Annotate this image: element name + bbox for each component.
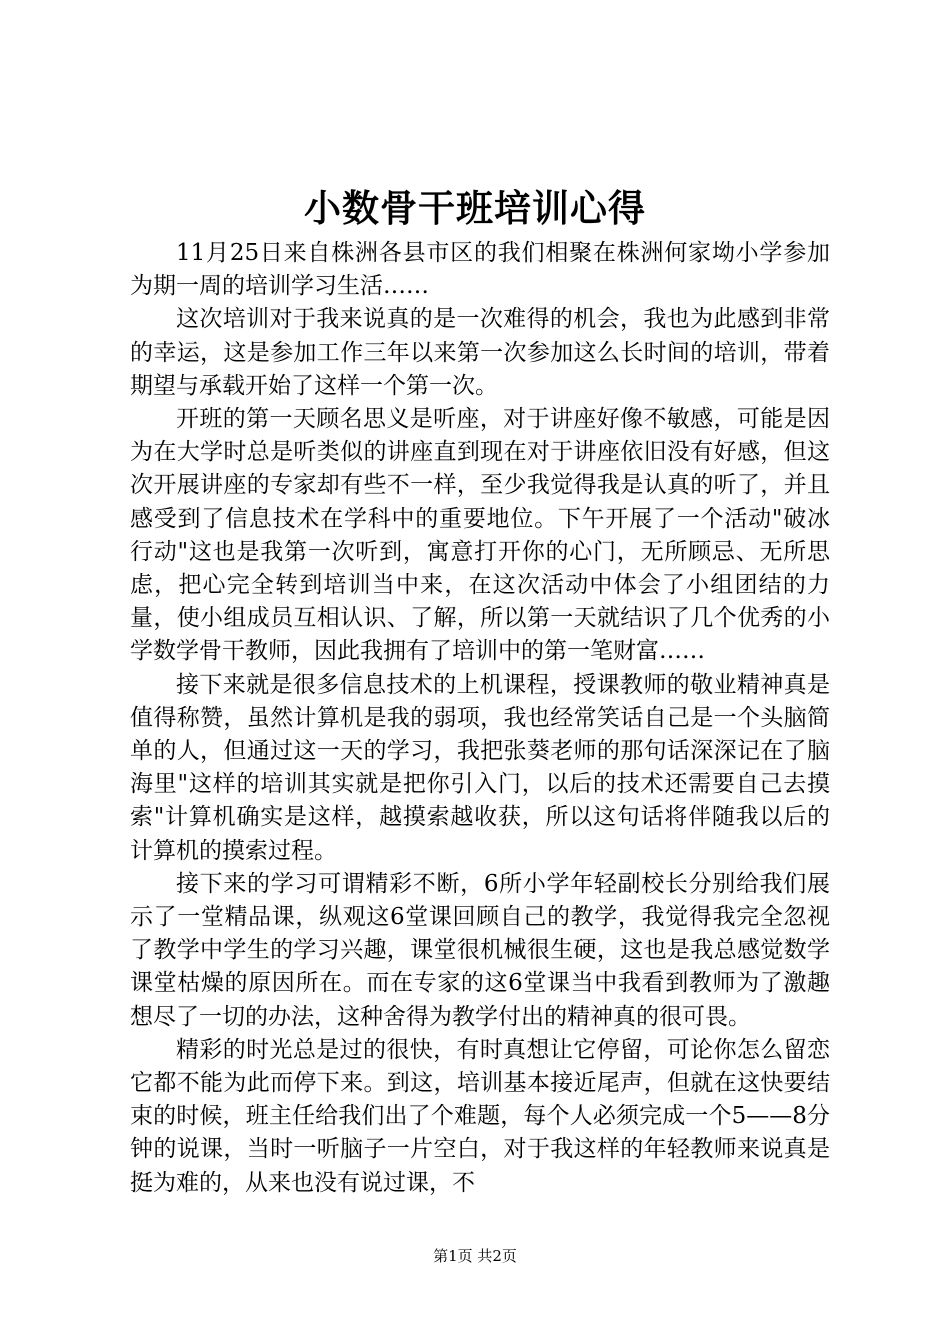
- paragraph-3: 开班的第一天顾名思义是听座，对于讲座好像不敏感，可能是因为在大学时总是听类似的讲座直到现在对于讲座依旧没有好感，但这次开展讲座的专家却有些不一样，至少我觉得我是认真的听了，并且感受到了信息技术在学科中的重要地位。下午开展了一个活动"破冰行动"这也是我第一次听到，寓意打开你的心门，无所顾忌、无所思虑，把心完全转到培训当中来，在这次活动中体会了小组团结的力量，使小组成员互相认识、了解，所以第一天就结识了几个优秀的小学数学骨干教师，因此我拥有了培训中的第一笔财富……: [130, 406, 830, 665]
- page-footer: 第1页 共2页: [433, 1247, 517, 1265]
- paragraph-6: 精彩的时光总是过的很快，有时真想让它停留，可论你怎么留恋它都不能为此而停下来。到这，培训基本接近尾声，但就在这快要结束的时候，班主任给我们出了个难题，每个人必须完成一个5——8分钟的说课，当时一听脑子一片空白，对于我这样的年轻教师来说真是挺为难的，从来也没有说过课，不: [130, 1036, 830, 1196]
- document-body: [130, 237, 830, 1200]
- document-title: 小数骨干班培训心得: [304, 186, 646, 230]
- paragraph-1: 11月25日来自株洲各县市区的我们相聚在株洲何家坳小学参加为期一周的培训学习生活……: [130, 240, 830, 300]
- paragraph-5: 接下来的学习可谓精彩不断，6所小学年轻副校长分别给我们展示了一堂精品课，纵观这6堂课回顾自己的教学，我觉得我完全忽视了教学中学生的学习兴趣，课堂很机械很生硬，这也是我总感觉数学课堂枯燥的原因所在。而在专家的这6堂课当中我看到教师为了激趣想尽了一切的办法，这种舍得为教学付出的精神真的很可畏。: [130, 870, 830, 1030]
- paragraph-4: 接下来就是很多信息技术的上机课程，授课教师的敬业精神真是值得称赞，虽然计算机是我的弱项，我也经常笑话自己是一个头脑简单的人，但通过这一天的学习，我把张葵老师的那句话深深记在了脑海里"这样的培训其实就是把你引入门，以后的技术还需要自己去摸索"计算机确实是这样，越摸索越收获，所以这句话将伴随我以后的计算机的摸索过程。: [130, 671, 830, 864]
- paragraph-2: 这次培训对于我来说真的是一次难得的机会，我也为此感到非常的幸运，这是参加工作三年以来第一次参加这么长时间的培训，带着期望与承载开始了这样一个第一次。: [130, 306, 830, 399]
